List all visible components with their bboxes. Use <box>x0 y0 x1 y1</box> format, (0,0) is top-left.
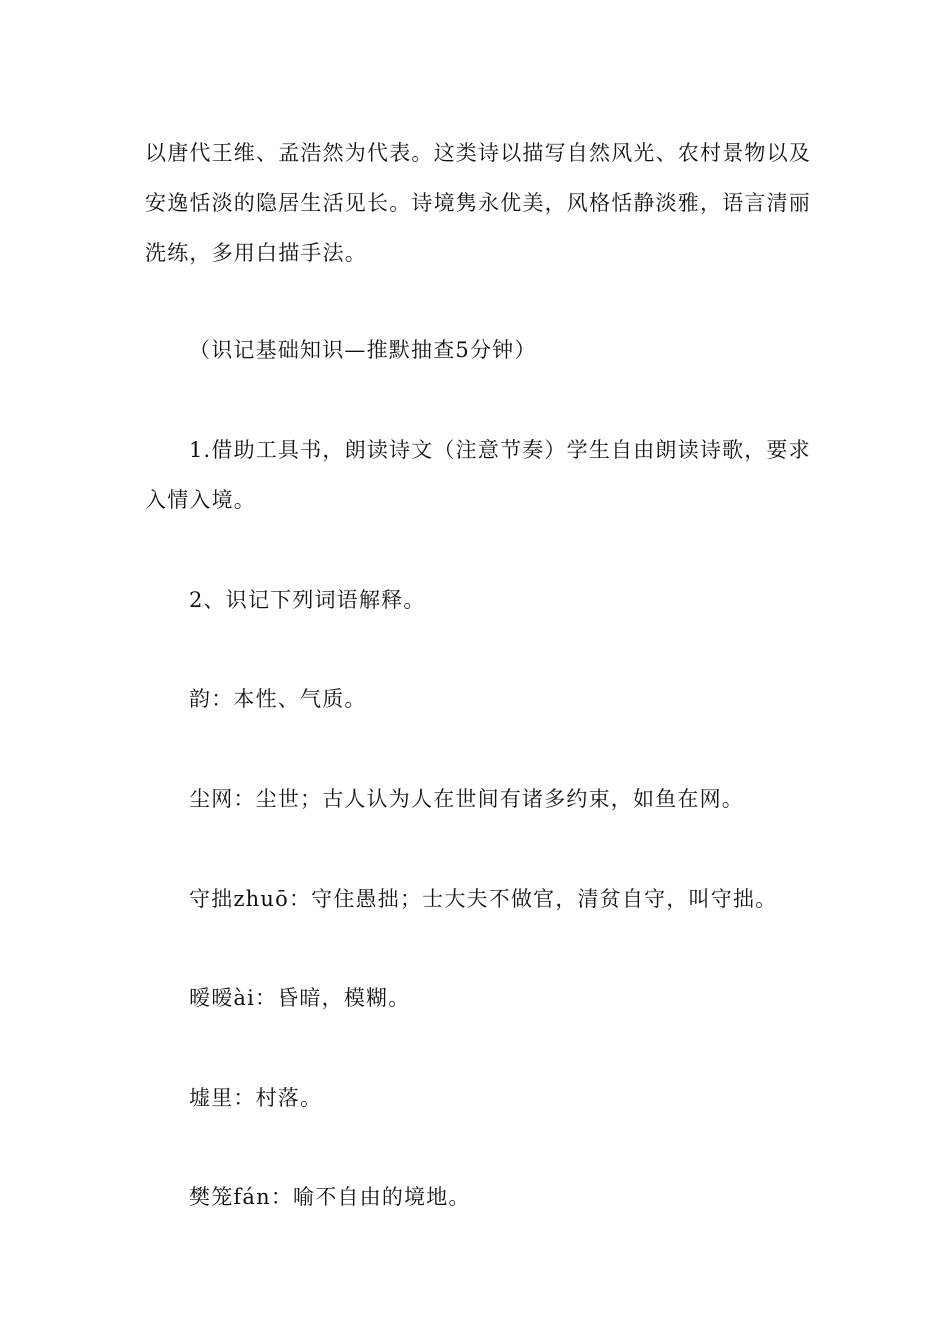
paragraph-step-2: 2、识记下列词语解释。 <box>189 588 426 612</box>
paragraph-intro: 以唐代王维、孟浩然为代表。这类诗以描写自然风光、农村景物以及安逸恬淡的隐居生活见长。诗境隽永优美，风格恬静淡雅，语言清丽洗练，多用白描手法。 <box>145 141 811 265</box>
vocab-item-aiai: 暧暧ài：昏暗，模糊。 <box>189 986 411 1010</box>
vocab-item-yun: 韵：本性、气质。 <box>189 687 367 711</box>
paragraph-step-1: 1.借助工具书，朗读诗文（注意节奏）学生自由朗读诗歌，要求入情入境。 <box>145 438 811 512</box>
vocab-item-chenwang: 尘网：尘世；古人认为人在世间有诸多约束，如鱼在网。 <box>189 787 744 811</box>
paragraph-section-note: （识记基础知识—推默抽查5分钟） <box>189 338 537 362</box>
vocab-item-shouzhuo: 守拙zhuō：守住愚拙；士大夫不做官，清贫自守，叫守拙。 <box>189 887 778 911</box>
vocab-item-xuli: 墟里：村落。 <box>189 1086 323 1110</box>
vocab-item-fanlong: 樊笼fán：喻不自由的境地。 <box>189 1185 471 1209</box>
